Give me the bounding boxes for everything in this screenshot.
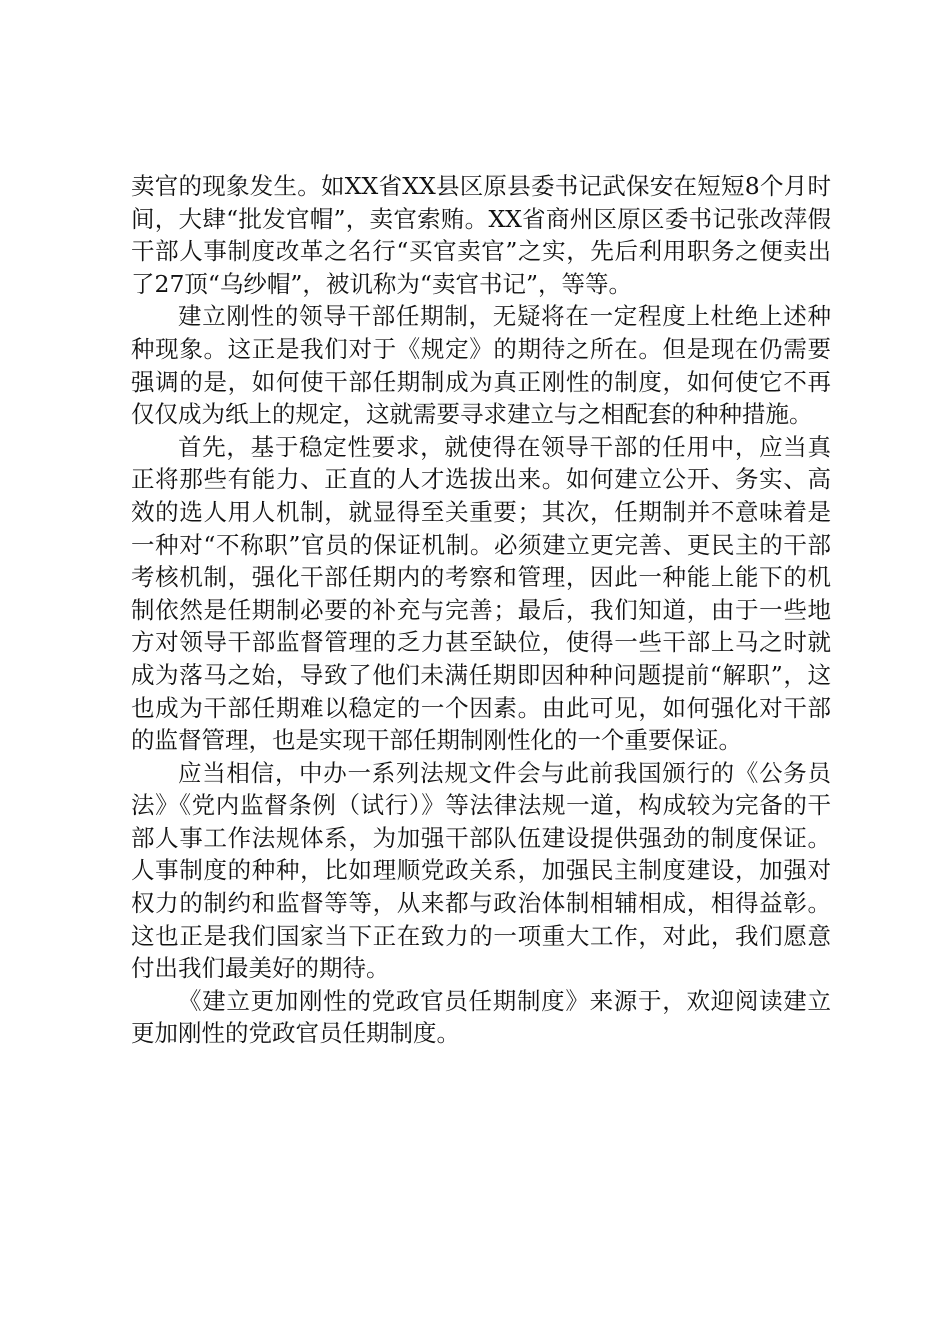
paragraph-source-note: 《建立更加刚性的党政官员任期制度》来源于，欢迎阅读建立更加刚性的党政官员任期制度。 <box>131 986 831 1048</box>
paragraph: 首先，基于稳定性要求，就使得在领导干部的任用中，应当真正将那些有能力、正直的人才选拔出来。如何建立公开、务实、高效的选人用人机制，就显得至关重要；其次，任期制并不意味着是一种对“不称职”官员的保证机制。必须建立更完善、更民主的干部考核机制，强化干部任期内的考察和管理，因此一种能上能下的机制依然是任期制必要的补充与完善；最后，我们知道，由于一些地方对领导干部监督管理的乏力甚至缺位，使得一些干部上马之时就成为落马之始，导致了他们未满任期即因种种问题提前“解职”，这也成为干部任期难以稳定的一个因素。由此可见，如何强化对干部的监督管理，也是实现干部任期制刚性化的一个重要保证。 <box>131 432 831 755</box>
document-body <box>131 170 831 1050</box>
paragraph: 应当相信，中办一系列法规文件会与此前我国颁行的《公务员法》《党内监督条例（试行）》等法律法规一道，构成较为完备的干部人事工作法规体系，为加强干部队伍建设提供强劲的制度保证。人事制度的种种，比如理顺党政关系，加强民主制度建设，加强对权力的制约和监督等等，从来都与政治体制相辅相成，相得益彰。这也正是我们国家当下正在致力的一项重大工作，对此，我们愿意付出我们最美好的期待。 <box>131 758 831 983</box>
paragraph-continuation: 卖官的现象发生。如XX省XX县区原县委书记武保安在短短8个月时间，大肆“批发官帽”，卖官索贿。XX省商州区原区委书记张改萍假干部人事制度改革之名行“买官卖官”之实，先后利用职务之便卖出了27顶“乌纱帽”，被讥称为“卖官书记”，等等。 <box>131 172 831 298</box>
paragraph: 建立刚性的领导干部任期制，无疑将在一定程度上杜绝上述种种现象。这正是我们对于《规定》的期待之所在。但是现在仍需要强调的是，如何使干部任期制成为真正刚性的制度，如何使它不再仅仅成为纸上的规定，这就需要寻求建立与之相配套的种种措施。 <box>131 302 831 429</box>
